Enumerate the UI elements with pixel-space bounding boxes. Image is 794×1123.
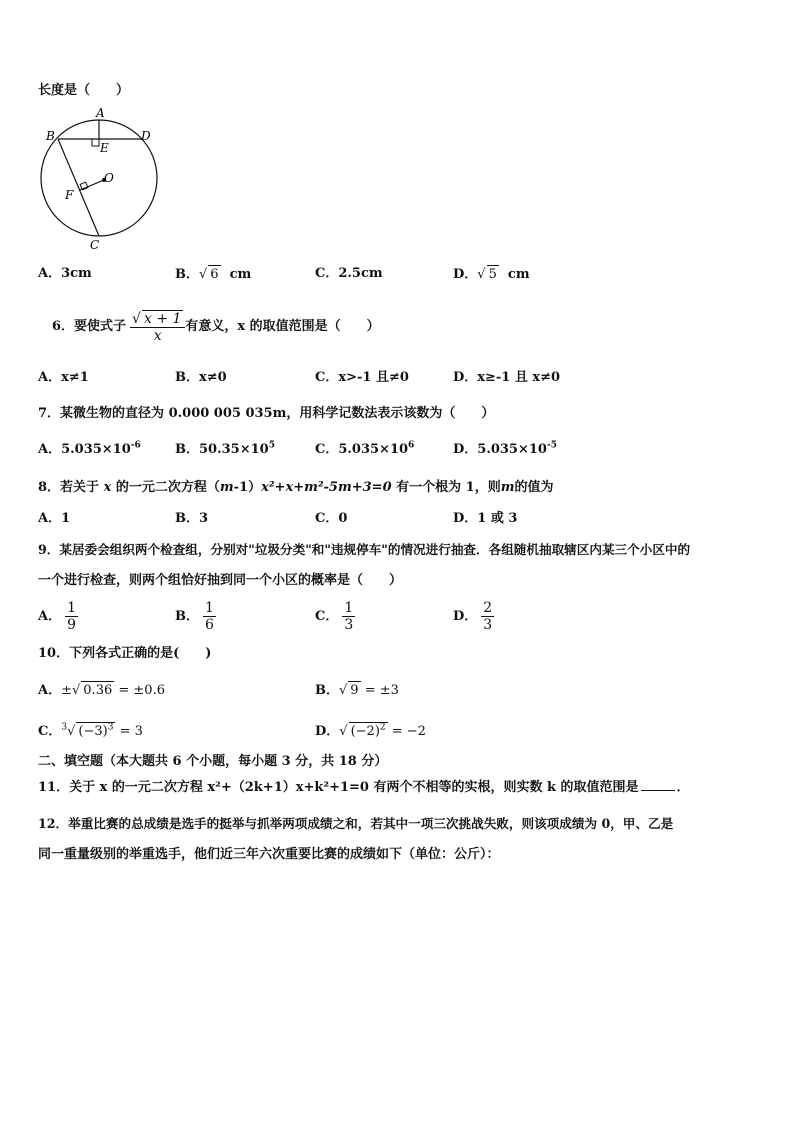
q5-option-a[interactable]: A．3cm	[38, 266, 92, 281]
q10-option-b[interactable]: B．√ 9 = ±3	[315, 683, 399, 698]
q6-option-a[interactable]: A．x≠1	[38, 370, 89, 385]
q12-stem-line1: 12．举重比赛的总成绩是选手的挺举与抓举两项成绩之和，若其中一项三次挑战失败，则该项成绩为 0，甲、乙是	[38, 816, 674, 831]
section-2-heading: 二、填空题（本大题共 6 个小题，每小题 3 分，共 18 分）	[38, 754, 388, 769]
q5-stem: 长度是（ ）	[38, 83, 130, 98]
q10-option-c[interactable]: C．$^3$√ $(-3)^3 = 3$	[38, 722, 143, 739]
q9-option-c[interactable]: C． $\frac{1}{3}$	[315, 600, 354, 633]
q5-option-d[interactable]: D．√ 5 cm	[453, 267, 530, 282]
q8-option-c[interactable]: C．0	[315, 511, 348, 526]
q10-option-d[interactable]: D．√ $(-2)^2 = -2$	[315, 722, 426, 739]
q11-stem: 11．关于 x 的一元二次方程 x²+（2k+1）x+k²+1=0 有两个不相等的实根，则实数 k 的取值范围是 ．	[38, 780, 690, 795]
q11-answer-blank[interactable]	[641, 790, 675, 791]
q7-option-a[interactable]: A．$5.035\times 10^{-6}$	[38, 440, 141, 457]
label-C: C	[90, 238, 100, 252]
label-A: A	[96, 106, 105, 120]
q9-stem-line1: 9．某居委会组织两个检查组，分别对"垃圾分类"和"违规停车"的情况进行抽查．各组随机抽取辖区内某三个小区中的	[38, 542, 691, 557]
q8-option-b[interactable]: B．3	[175, 511, 209, 526]
q10-option-a[interactable]: A．±√ 0.36 = ±0.6	[38, 683, 165, 698]
q7-option-c[interactable]: C．$5.035\times 10^6$	[315, 440, 415, 457]
q7-option-b[interactable]: B．$50.35\times 10^5$	[175, 440, 275, 457]
q6-option-d[interactable]: D．x≥-1 且 x≠0	[453, 370, 561, 385]
q10-stem: 10．下列各式正确的是( )	[38, 646, 212, 661]
q6-option-c[interactable]: C．x>-1 且≠0	[315, 370, 409, 385]
q7-stem: 7．某微生物的直径为 0.000 005 035m，用科学记数法表示该数为（ ）	[38, 406, 495, 421]
q9-option-a[interactable]: A． $\frac{1}{9}$	[38, 600, 77, 633]
q5-option-b[interactable]: B．√ 6 cm	[175, 267, 252, 282]
q6-stem: 6．要使式子 $\frac{√ x + 1}{x}$ 有意义，x 的取值范围是（ ）	[52, 310, 380, 344]
q6-option-b[interactable]: B．x≠0	[175, 370, 227, 385]
label-E: E	[100, 141, 109, 155]
label-O: O	[104, 171, 114, 185]
q8-option-a[interactable]: A．1	[38, 511, 71, 526]
label-F: F	[65, 188, 74, 202]
q5-option-c[interactable]: C．2.5cm	[315, 266, 383, 281]
label-B: B	[46, 129, 55, 143]
circle-geometry-figure	[34, 104, 166, 252]
q12-stem-line2: 同一重量级别的举重选手，他们近三年六次重要比赛的成绩如下（单位：公斤）：	[38, 847, 500, 862]
q9-option-b[interactable]: B． $\frac{1}{6}$	[175, 600, 214, 633]
q9-option-d[interactable]: D． $\frac{2}{3}$	[453, 600, 493, 633]
q9-stem-line2: 一个进行检查，则两个组恰好抽到同一个小区的概率是（ ）	[38, 573, 403, 588]
q8-stem: 8．若关于 x 的一元二次方程（m-1）x²+x+m²-5m+3=0 有一个根为 1，则m的值为	[38, 480, 554, 495]
label-D: D	[141, 129, 151, 143]
q8-option-d[interactable]: D．1 或 3	[453, 511, 518, 526]
q7-option-d[interactable]: D．$5.035\times 10^{-5}$	[453, 440, 557, 457]
